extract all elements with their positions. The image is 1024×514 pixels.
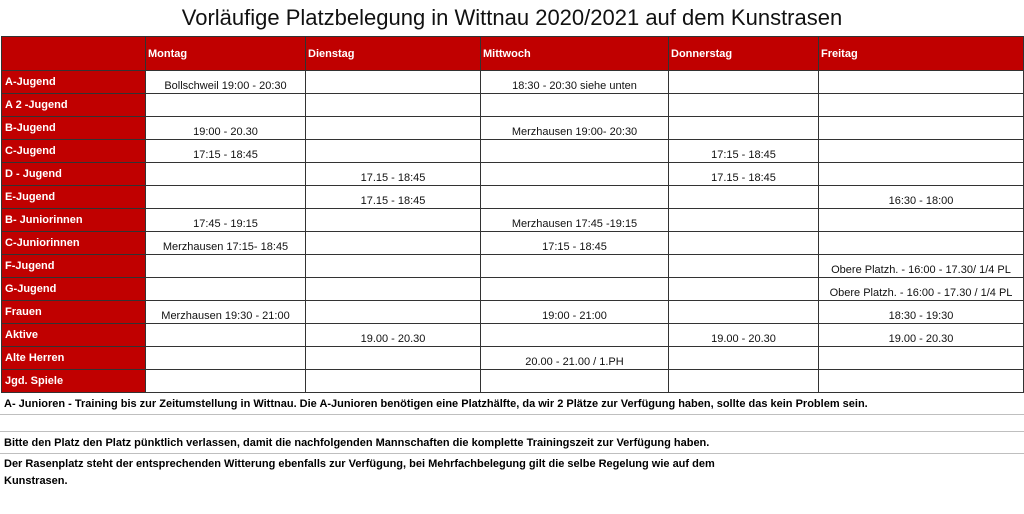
day-header-freitag: Freitag: [819, 37, 1024, 71]
schedule-cell-montag: 17:45 - 19:15: [146, 209, 306, 232]
schedule-cell-freitag: Obere Platzh. - 16:00 - 17.30/ 1/4 PL: [819, 255, 1024, 278]
page-title: Vorläufige Platzbelegung in Wittnau 2020/2021 auf dem Kunstrasen: [181, 5, 843, 30]
note-blank-row: [0, 415, 1024, 432]
table-row: [2, 71, 1024, 94]
table-row: [2, 232, 1024, 255]
schedule-cell-mittwoch: Merzhausen 19:00- 20:30: [481, 117, 669, 140]
schedule-cell-freitag: 19.00 - 20.30: [819, 324, 1024, 347]
schedule-cell-dienstag: 17.15 - 18:45: [306, 186, 481, 209]
team-label: E-Jugend: [2, 186, 146, 209]
team-label: Jgd. Spiele: [2, 370, 146, 393]
schedule-cell-mittwoch: 19:00 - 21:00: [481, 301, 669, 324]
schedule-cell-mittwoch: [481, 324, 669, 347]
schedule-table: [1, 36, 1024, 413]
table-row: [2, 370, 1024, 393]
schedule-cell-mittwoch: [481, 255, 669, 278]
day-header-mittwoch: Mittwoch: [481, 37, 669, 71]
schedule-cell-donnerstag: [669, 117, 819, 140]
schedule-cell-freitag: [819, 94, 1024, 117]
table-row: [2, 140, 1024, 163]
table-row: [2, 209, 1024, 232]
schedule-cell-montag: Merzhausen 19:30 - 21:00: [146, 301, 306, 324]
schedule-cell-montag: 17:15 - 18:45: [146, 140, 306, 163]
schedule-cell-mittwoch: 18:30 - 20:30 siehe unten: [481, 71, 669, 94]
table-row: [2, 301, 1024, 324]
schedule-cell-montag: [146, 370, 306, 393]
schedule-cell-donnerstag: [669, 278, 819, 301]
table-row: [2, 278, 1024, 301]
schedule-cell-montag: Bollschweil 19:00 - 20:30: [146, 71, 306, 94]
schedule-cell-dienstag: [306, 278, 481, 301]
schedule-cell-donnerstag: 17.15 - 18:45: [669, 163, 819, 186]
schedule-cell-dienstag: [306, 209, 481, 232]
schedule-cell-dienstag: 19.00 - 20.30: [306, 324, 481, 347]
day-header-dienstag: Dienstag: [306, 37, 481, 71]
schedule-cell-mittwoch: [481, 278, 669, 301]
schedule-cell-freitag: [819, 140, 1024, 163]
schedule-cell-mittwoch: Merzhausen 17:45 -19:15: [481, 209, 669, 232]
corner-cell: [2, 37, 146, 71]
schedule-cell-donnerstag: [669, 94, 819, 117]
schedule-cell-montag: [146, 94, 306, 117]
team-label: C-Juniorinnen: [2, 232, 146, 255]
note-rasenplatz-line1: Der Rasenplatz steht der entsprechenden Witterung ebenfalls zur Verfügung, bei Mehrfachbelegung gilt die selbe Regelung wie auf dem: [4, 458, 715, 470]
table-row: [2, 163, 1024, 186]
schedule-cell-mittwoch: [481, 94, 669, 117]
table-row: [2, 94, 1024, 117]
table-row: [2, 117, 1024, 140]
team-label: D - Jugend: [2, 163, 146, 186]
note-a-junioren: A- Junioren - Training bis zur Zeitumstellung in Wittnau. Die A-Junioren benötigen eine Platzhälfte, da wir 2 Plätze zur Verfügung haben, sollte das kein Problem sein.: [0, 393, 1024, 415]
schedule-cell-dienstag: [306, 117, 481, 140]
schedule-cell-dienstag: [306, 140, 481, 163]
schedule-cell-mittwoch: [481, 370, 669, 393]
schedule-cell-mittwoch: [481, 163, 669, 186]
schedule-cell-donnerstag: [669, 255, 819, 278]
team-label: G-Jugend: [2, 278, 146, 301]
schedule-cell-freitag: [819, 232, 1024, 255]
schedule-cell-dienstag: [306, 94, 481, 117]
table-row: [2, 255, 1024, 278]
team-label: Alte Herren: [2, 347, 146, 370]
schedule-cell-dienstag: 17.15 - 18:45: [306, 163, 481, 186]
schedule-cell-mittwoch: 17:15 - 18:45: [481, 232, 669, 255]
schedule-cell-montag: [146, 324, 306, 347]
schedule-cell-donnerstag: [669, 186, 819, 209]
schedule-cell-donnerstag: 17:15 - 18:45: [669, 140, 819, 163]
schedule-cell-freitag: [819, 347, 1024, 370]
schedule-cell-donnerstag: [669, 71, 819, 94]
schedule-cell-montag: [146, 278, 306, 301]
schedule-cell-dienstag: [306, 255, 481, 278]
schedule-cell-donnerstag: [669, 370, 819, 393]
schedule-cell-montag: Merzhausen 17:15- 18:45: [146, 232, 306, 255]
team-label: Frauen: [2, 301, 146, 324]
schedule-cell-dienstag: [306, 370, 481, 393]
schedule-cell-freitag: [819, 71, 1024, 94]
schedule-cell-dienstag: [306, 71, 481, 94]
schedule-cell-montag: [146, 186, 306, 209]
schedule-cell-dienstag: [306, 347, 481, 370]
team-label: A-Jugend: [2, 71, 146, 94]
note-puenktlich: Bitte den Platz den Platz pünktlich verlassen, damit die nachfolgenden Mannschaften die komplette Trainingszeit zur Verfügung haben.: [0, 432, 1024, 454]
team-label: B-Jugend: [2, 117, 146, 140]
team-label: B- Juniorinnen: [2, 209, 146, 232]
header-row: [2, 37, 1024, 71]
schedule-cell-dienstag: [306, 301, 481, 324]
schedule-cell-mittwoch: [481, 186, 669, 209]
schedule-cell-mittwoch: 20.00 - 21.00 / 1.PH: [481, 347, 669, 370]
table-row: [2, 347, 1024, 370]
schedule-cell-montag: [146, 347, 306, 370]
schedule-cell-montag: [146, 255, 306, 278]
schedule-cell-donnerstag: 19.00 - 20.30: [669, 324, 819, 347]
schedule-cell-mittwoch: [481, 140, 669, 163]
schedule-cell-freitag: 18:30 - 19:30: [819, 301, 1024, 324]
schedule-cell-freitag: 16:30 - 18:00: [819, 186, 1024, 209]
schedule-cell-montag: [146, 163, 306, 186]
schedule-cell-donnerstag: [669, 232, 819, 255]
schedule-cell-freitag: Obere Platzh. - 16:00 - 17.30 / 1/4 PL: [819, 278, 1024, 301]
note-rasenplatz: [0, 454, 1024, 490]
team-label: F-Jugend: [2, 255, 146, 278]
note-rasenplatz-line2: Kunstrasen.: [4, 475, 68, 487]
table-row: [2, 324, 1024, 347]
table-row: [2, 186, 1024, 209]
team-label: C-Jugend: [2, 140, 146, 163]
schedule-cell-freitag: [819, 117, 1024, 140]
day-header-donnerstag: Donnerstag: [669, 37, 819, 71]
schedule-cell-montag: 19:00 - 20.30: [146, 117, 306, 140]
schedule-cell-donnerstag: [669, 347, 819, 370]
schedule-cell-donnerstag: [669, 301, 819, 324]
day-header-montag: Montag: [146, 37, 306, 71]
schedule-cell-freitag: [819, 370, 1024, 393]
team-label: Aktive: [2, 324, 146, 347]
schedule-cell-freitag: [819, 209, 1024, 232]
notes-section: [0, 393, 1024, 490]
schedule-cell-dienstag: [306, 232, 481, 255]
team-label: A 2 -Jugend: [2, 94, 146, 117]
schedule-cell-donnerstag: [669, 209, 819, 232]
schedule-cell-freitag: [819, 163, 1024, 186]
